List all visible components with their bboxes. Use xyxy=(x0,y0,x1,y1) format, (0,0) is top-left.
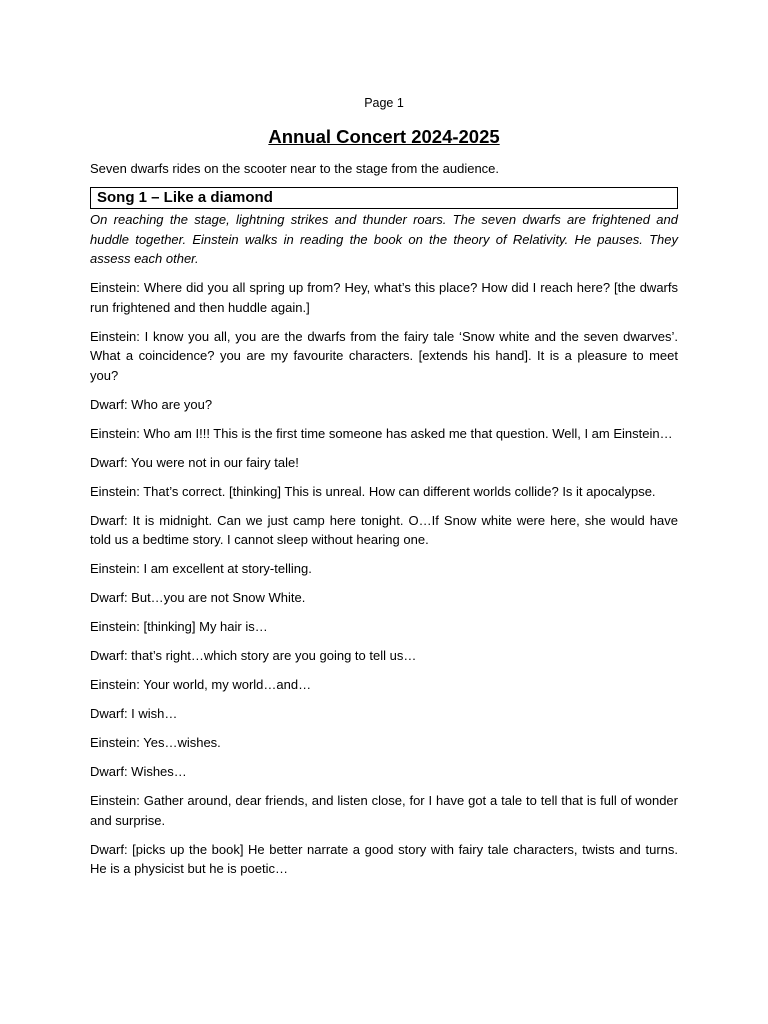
dialogue-line: Einstein: That’s correct. [thinking] This is unreal. How can different worlds collide? Is it apocalypse. xyxy=(90,483,656,499)
dialogue-line: Einstein: Where did you all spring up from? Hey, what’s this place? How did I reach here? [the dwarfs run frightened and then huddle again.] xyxy=(90,280,678,315)
dialogue-line: Dwarf: It is midnight. Can we just camp here tonight. O…If Snow white were here, she would have told us a bedtime story. I cannot sleep without hearing one. xyxy=(90,512,678,547)
dialogue-line: Einstein: I am excellent at story-telling. xyxy=(90,561,312,576)
dialogue-line: Dwarf: [picks up the book] He better narrate a good story with fairy tale characters, twists and turns. He is a physicist but he is poetic… xyxy=(90,841,678,876)
page-number: Page 1 xyxy=(364,96,404,110)
dialogue-line: Einstein: I know you all, you are the dwarfs from the fairy tale ‘Snow white and the seven dwarves’. What a coincidence? you are my favourite characters. [extends his hand]. It is a pleasure to meet you? xyxy=(90,328,678,383)
dialogue-line: Dwarf: I wish… xyxy=(90,706,178,721)
song-heading: Song 1 – Like a diamond xyxy=(90,187,678,209)
dialogue-line: Einstein: [thinking] My hair is… xyxy=(90,619,268,634)
dialogue-line: Dwarf: You were not in our fairy tale! xyxy=(90,454,299,470)
dialogue-line: Dwarf: Who are you? xyxy=(90,396,213,412)
document-title: Annual Concert 2024-2025 xyxy=(268,126,500,147)
intro-paragraph: Seven dwarfs rides on the scooter near to the stage from the audience. xyxy=(90,161,500,176)
stage-direction: On reaching the stage, lightning strikes and thunder roars. The seven dwarfs are frightened and huddle together. Einstein walks in reading the book on the theory of Relativity. He pauses. They assess each other. xyxy=(90,212,678,266)
dialogue-line: Einstein: Yes…wishes. xyxy=(90,735,221,750)
dialogue-line: Dwarf: that’s right…which story are you going to tell us… xyxy=(90,648,417,663)
dialogue-line: Einstein: Gather around, dear friends, and listen close, for I have got a tale to tell that is full of wonder and surprise. xyxy=(90,793,678,828)
dialogue-line: Einstein: Who am I!!! This is the first time someone has asked me that question. Well, I am Einstein… xyxy=(90,425,673,441)
dialogue-line: Einstein: Your world, my world…and… xyxy=(90,677,312,692)
dialogue-line: Dwarf: Wishes… xyxy=(90,764,187,779)
dialogue-line: Dwarf: But…you are not Snow White. xyxy=(90,590,306,605)
dialogue-list xyxy=(90,278,678,879)
